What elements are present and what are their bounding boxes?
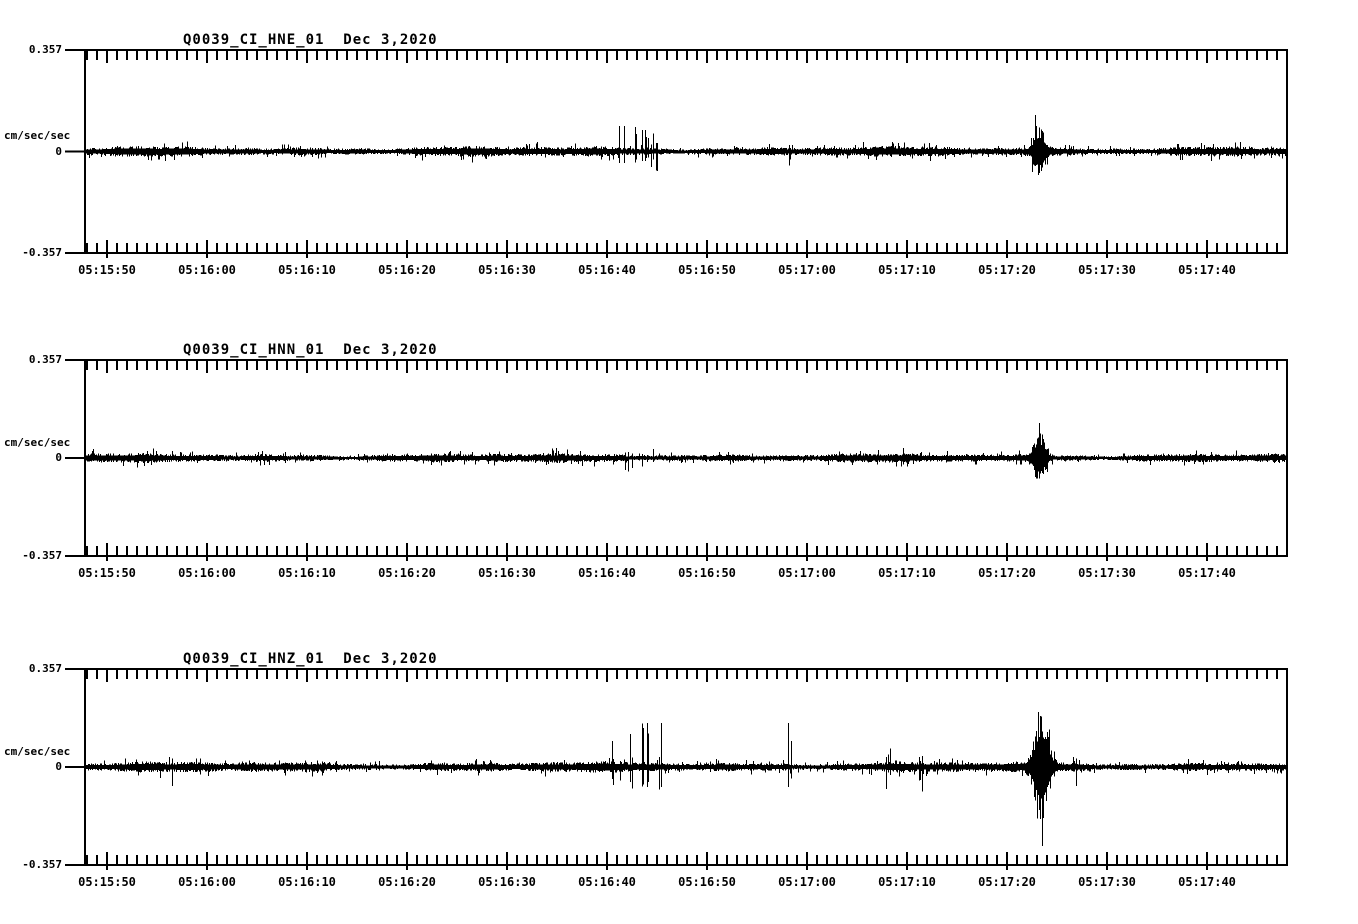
x-tick-label: 05:15:50 xyxy=(78,263,136,277)
panel-title: Q0039_CI_HNZ_01 Dec 3,2020 xyxy=(183,651,438,667)
x-tick-label: 05:17:20 xyxy=(978,566,1036,580)
x-tick-label: 05:17:00 xyxy=(778,875,836,889)
x-tick-label: 05:17:30 xyxy=(1078,875,1136,889)
y-axis-unit: cm/sec/sec xyxy=(4,436,71,449)
x-tick-label: 05:17:00 xyxy=(778,263,836,277)
x-tick-label: 05:17:00 xyxy=(778,566,836,580)
y-tick-zero: 0 xyxy=(55,760,62,773)
x-tick-label: 05:16:00 xyxy=(178,263,236,277)
x-tick-label: 05:15:50 xyxy=(78,566,136,580)
x-tick-label: 05:16:10 xyxy=(278,875,336,889)
x-tick-label: 05:16:40 xyxy=(578,875,636,889)
x-tick-label: 05:16:30 xyxy=(478,566,536,580)
x-tick-label: 05:16:40 xyxy=(578,263,636,277)
x-tick-label: 05:17:20 xyxy=(978,875,1036,889)
y-tick-max: 0.357 xyxy=(28,43,62,56)
y-tick-zero: 0 xyxy=(55,145,62,158)
x-tick-label: 05:16:10 xyxy=(278,566,336,580)
y-axis-unit: cm/sec/sec xyxy=(4,745,71,758)
y-tick-max: 0.357 xyxy=(28,662,62,675)
x-tick-label: 05:16:20 xyxy=(378,875,436,889)
y-axis-unit: cm/sec/sec xyxy=(4,129,71,142)
x-tick-label: 05:16:50 xyxy=(678,875,736,889)
x-tick-label: 05:17:40 xyxy=(1178,263,1236,277)
x-tick-label: 05:16:50 xyxy=(678,566,736,580)
x-tick-label: 05:17:10 xyxy=(878,263,936,277)
y-tick-max: 0.357 xyxy=(28,353,62,366)
x-tick-label: 05:16:20 xyxy=(378,263,436,277)
x-tick-label: 05:16:40 xyxy=(578,566,636,580)
y-tick-min: -0.357 xyxy=(22,549,62,562)
y-tick-min: -0.357 xyxy=(22,246,62,259)
x-tick-label: 05:17:30 xyxy=(1078,566,1136,580)
x-tick-label: 05:17:40 xyxy=(1178,875,1236,889)
x-tick-label: 05:15:50 xyxy=(78,875,136,889)
x-tick-label: 05:16:00 xyxy=(178,566,236,580)
x-tick-label: 05:17:40 xyxy=(1178,566,1236,580)
x-tick-label: 05:17:10 xyxy=(878,875,936,889)
panel-title: Q0039_CI_HNN_01 Dec 3,2020 xyxy=(183,342,438,358)
x-tick-label: 05:16:30 xyxy=(478,875,536,889)
panel-title: Q0039_CI_HNE_01 Dec 3,2020 xyxy=(183,32,438,48)
x-tick-label: 05:16:30 xyxy=(478,263,536,277)
x-tick-label: 05:17:20 xyxy=(978,263,1036,277)
x-tick-label: 05:16:20 xyxy=(378,566,436,580)
x-tick-label: 05:17:10 xyxy=(878,566,936,580)
x-tick-label: 05:16:50 xyxy=(678,263,736,277)
x-tick-label: 05:16:00 xyxy=(178,875,236,889)
y-tick-zero: 0 xyxy=(55,451,62,464)
x-tick-label: 05:17:30 xyxy=(1078,263,1136,277)
x-tick-label: 05:16:10 xyxy=(278,263,336,277)
y-tick-min: -0.357 xyxy=(22,858,62,871)
